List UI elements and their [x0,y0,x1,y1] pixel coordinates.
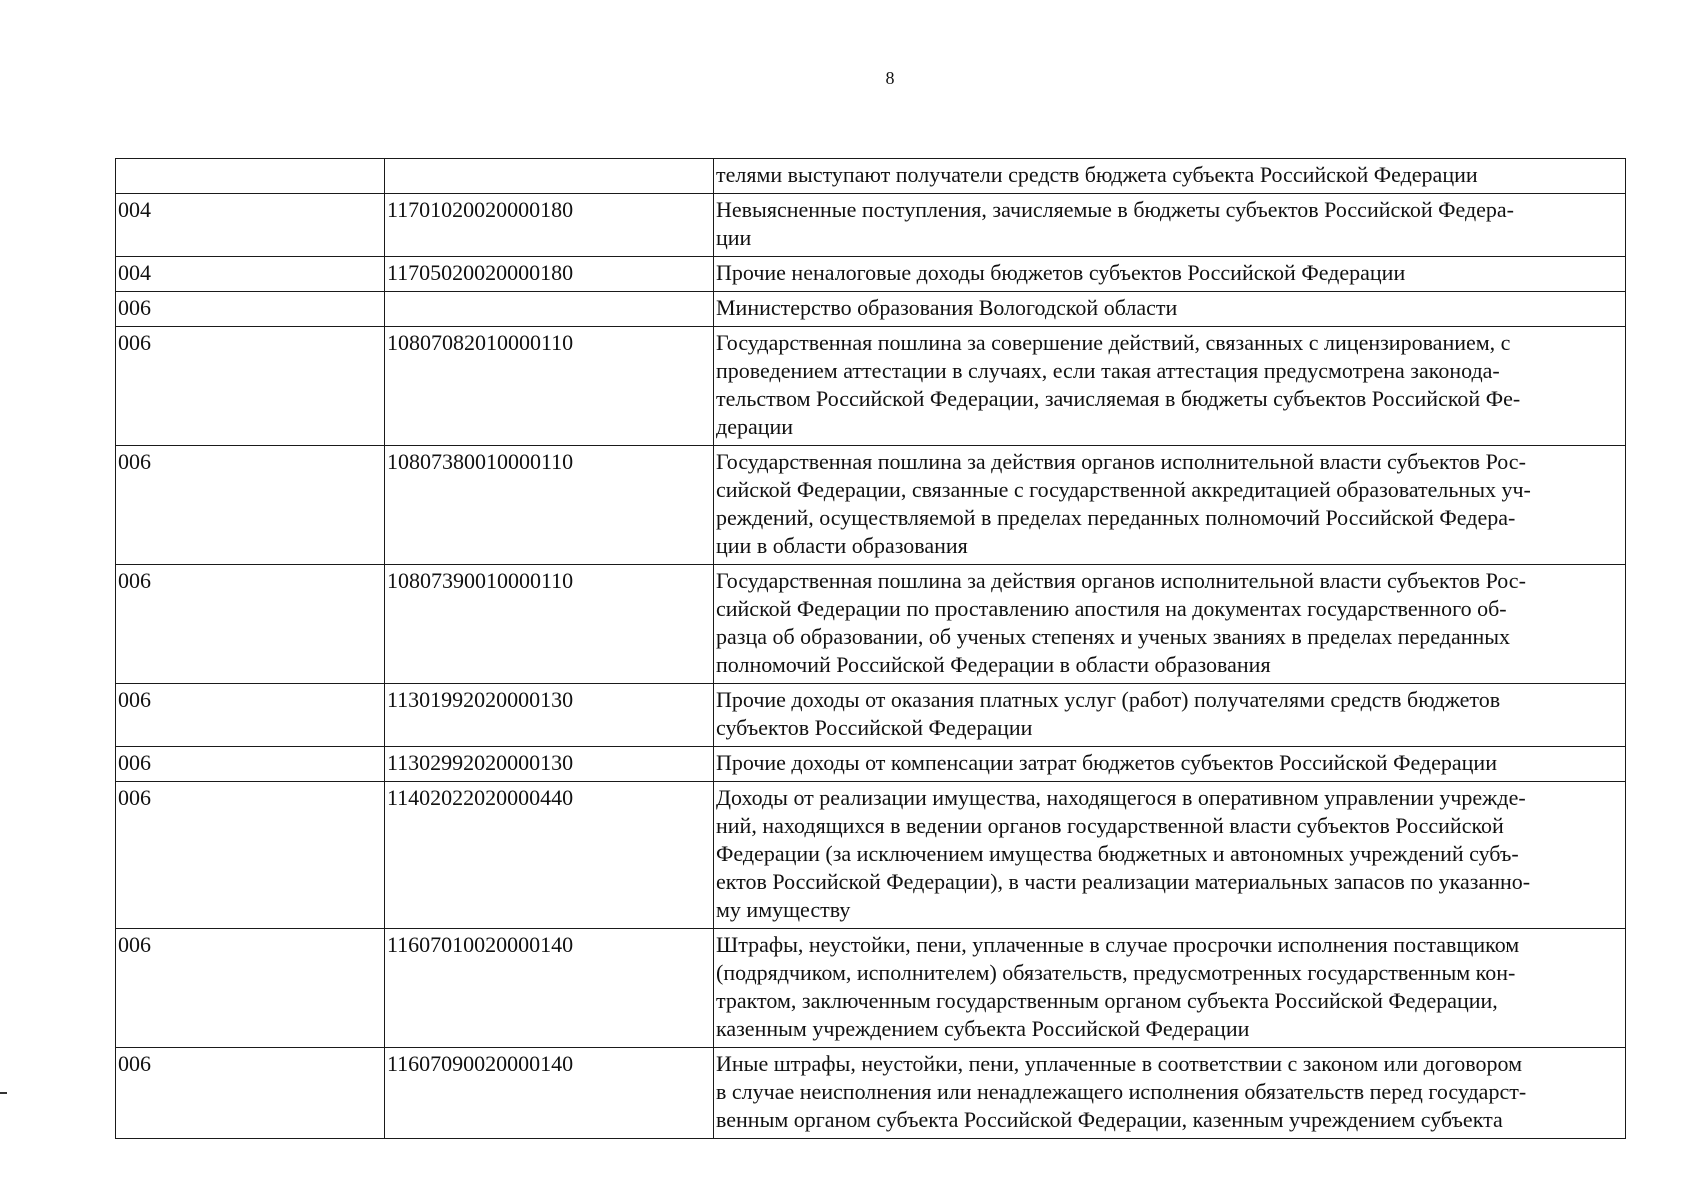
admin-code-cell: 006 [116,684,385,747]
revenue-name-cell [714,446,1626,565]
budget-classification-code-cell: 11402022020000440 [385,782,714,929]
revenue-name-line: Доходы от реализации имущества, находящегося в оперативном управлении учрежде- [716,785,1526,810]
revenue-name-line: ции [716,225,752,250]
budget-classification-code-cell: 11705020020000180 [385,257,714,292]
admin-code-cell: 004 [116,194,385,257]
revenue-name-line: Штрафы, неустойки, пени, уплаченные в случае просрочки исполнения поставщиком [716,932,1520,957]
revenue-name-cell [714,292,1626,327]
table-row [116,684,1626,747]
admin-code-cell: 006 [116,565,385,684]
revenue-name-line: трактом, заключенным государственным органом субъекта Российской Федерации, [716,988,1498,1013]
table-row [116,1048,1626,1139]
revenue-name-line: реждений, осуществляемой в пределах переданных полномочий Российской Федера- [716,505,1516,530]
budget-classification-code-cell: 10807380010000110 [385,446,714,565]
revenue-name-line: Государственная пошлина за действия органов исполнительной власти субъектов Рос- [716,449,1526,474]
table-row [116,782,1626,929]
table-row [116,257,1626,292]
revenue-name-line: Министерство образования Вологодской области [716,295,1178,320]
budget-classification-code-cell [385,159,714,194]
revenue-name-line: тельством Российской Федерации, зачисляемая в бюджеты субъектов Российской Фе- [716,386,1521,411]
revenue-name-cell [714,1048,1626,1139]
budget-classification-code-cell: 11607090020000140 [385,1048,714,1139]
admin-code-cell: 006 [116,327,385,446]
revenue-name-line: ектов Российской Федерации), в части реализации материальных запасов по указанно- [716,869,1531,894]
revenue-name-line: Невыясненные поступления, зачисляемые в бюджеты субъектов Российской Федера- [716,197,1515,222]
table-row [116,292,1626,327]
table-body [116,159,1626,1139]
revenue-name-line: Прочие доходы от оказания платных услуг (работ) получателями средств бюджетов [716,687,1501,712]
revenue-name-cell [714,782,1626,929]
revenue-name-cell [714,565,1626,684]
budget-classification-code-cell: 10807082010000110 [385,327,714,446]
admin-code-cell: 006 [116,292,385,327]
budget-classification-code-cell: 11302992020000130 [385,747,714,782]
table-row [116,565,1626,684]
revenue-name-line: Иные штрафы, неустойки, пени, уплаченные в соответствии с законом или договором [716,1051,1522,1076]
revenue-name-line: му имуществу [716,897,851,922]
revenue-name-line: сийской Федерации, связанные с государственной аккредитацией образовательных уч- [716,477,1531,502]
revenue-name-line: ции в области образования [716,533,968,558]
table-row [116,194,1626,257]
revenue-name-line: субъектов Российской Федерации [716,715,1033,740]
revenue-name-line: разца об образовании, об ученых степенях и ученых званиях в пределах переданных [716,624,1511,649]
admin-code-cell: 004 [116,257,385,292]
revenue-name-line: в случае неисполнения или ненадлежащего исполнения обязательств перед государст- [716,1079,1527,1104]
admin-code-cell: 006 [116,1048,385,1139]
revenue-name-line: Прочие доходы от компенсации затрат бюджетов субъектов Российской Федерации [716,750,1497,775]
revenue-name-line: Государственная пошлина за действия органов исполнительной власти субъектов Рос- [716,568,1526,593]
revenue-name-cell [714,684,1626,747]
revenue-name-line: проведением аттестации в случаях, если такая аттестация предусмотрена законода- [716,358,1500,383]
admin-code-cell [116,159,385,194]
revenue-name-cell [714,257,1626,292]
revenue-name-line: Государственная пошлина за совершение действий, связанных с лицензированием, с [716,330,1511,355]
admin-code-cell: 006 [116,446,385,565]
revenue-name-line: казенным учреждением субъекта Российской Федерации [716,1016,1250,1041]
table-row [116,929,1626,1048]
revenue-name-cell [714,159,1626,194]
revenue-name-line: венным органом субъекта Российской Федерации, казенным учреждением субъекта [716,1107,1503,1132]
revenue-name-cell [714,327,1626,446]
page-number: 8 [885,68,895,88]
table-row [116,747,1626,782]
revenue-name-line: телями выступают получатели средств бюджета субъекта Российской Федерации [716,162,1478,187]
admin-code-cell: 006 [116,747,385,782]
revenue-name-line: (подрядчиком, исполнителем) обязательств, предусмотренных государственным кон- [716,960,1516,985]
budget-classification-code-cell: 11701020020000180 [385,194,714,257]
revenue-codes-table [115,158,1626,1139]
table-row [116,159,1626,194]
budget-classification-code-cell: 11607010020000140 [385,929,714,1048]
admin-code-cell: 006 [116,782,385,929]
budget-classification-code-cell: 10807390010000110 [385,565,714,684]
revenue-name-line: ний, находящихся в ведении органов государственной власти субъектов Российской [716,813,1504,838]
revenue-name-cell [714,194,1626,257]
revenue-name-line: дерации [716,414,794,439]
revenue-name-line: Федерации (за исключением имущества бюджетных и автономных учреждений субъ- [716,841,1519,866]
budget-classification-code-cell: 11301992020000130 [385,684,714,747]
budget-classification-code-cell [385,292,714,327]
revenue-name-line: сийской Федерации по проставлению апостиля на документах государственного об- [716,596,1507,621]
revenue-name-cell [714,747,1626,782]
revenue-name-line: полномочий Российской Федерации в области образования [716,652,1271,677]
table-row [116,446,1626,565]
admin-code-cell: 006 [116,929,385,1048]
revenue-name-cell [714,929,1626,1048]
revenue-name-line: Прочие неналоговые доходы бюджетов субъектов Российской Федерации [716,260,1406,285]
scan-edge-mark [0,1092,7,1094]
table-row [116,327,1626,446]
